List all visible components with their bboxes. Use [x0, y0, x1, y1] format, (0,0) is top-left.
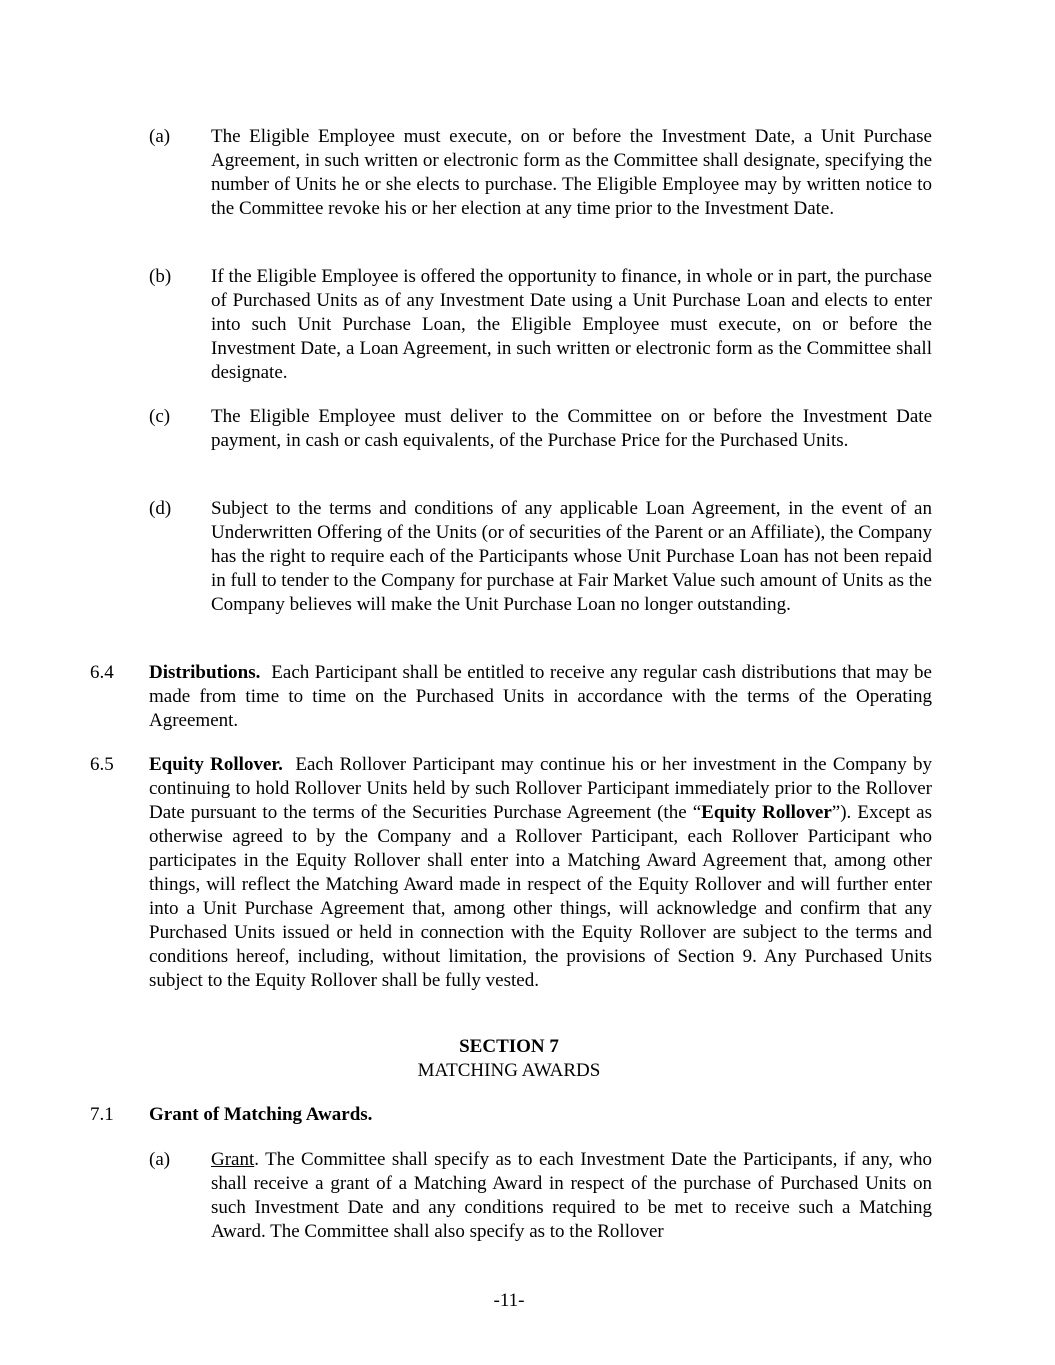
section-7-1-number: 7.1 — [90, 1104, 114, 1125]
section-6-5-number: 6.5 — [90, 754, 114, 775]
item-a-label: (a) — [149, 126, 171, 147]
item-b-text: If the Eligible Employee is offered the opportunity to finance, in whole or in part, the purchase of Purchased Units as of any Investment Date using a Unit Purchase Loan and elects to enter into such Unit Purchase Loan, the Eligible Employee must execute, on or before the Investment Date, a Loan Agreement, in such written or electronic form as the Committee shall designate. — [211, 266, 932, 383]
section-7-1-a-paragraph — [211, 1148, 932, 1244]
item-b-label: (b) — [149, 266, 172, 287]
section-6-4-text: Each Participant shall be entitled to receive any regular cash distributions that may be made from time to time on the Purchased Units in accordance with the terms of the Operating Agreement. — [149, 662, 932, 731]
section-6-4-heading: Distributions. — [149, 662, 261, 683]
section-6-5-text-1: Each Rollover Participant may continue his or her investment in the Company by continuing to hold Rollover Units held by such Rollover Participant immediately prior to the Rollover Date pursuant to the terms of the Securities Purchase Agreement (the “ — [149, 754, 933, 823]
section-6-4-paragraph — [149, 661, 932, 733]
section-7-subtitle: MATCHING AWARDS — [417, 1060, 601, 1081]
section-6-5-heading: Equity Rollover. — [149, 754, 283, 775]
section-6-5-paragraph — [149, 753, 932, 993]
section-6-5-defined-term: Equity Rollover — [701, 802, 832, 823]
section-7-1-heading: Grant of Matching Awards. — [149, 1104, 373, 1125]
section-7-1-a-text: . The Committee shall specify as to each Investment Date the Participants, if any, who shall receive a grant of a Matching Award in respect of the purchase of Purchased Units on such Investment Date and any conditions required to be met to receive such a Matching Award. The Committee shall also specify as to the Rollover — [211, 1149, 932, 1242]
section-7-1-a-label: (a) — [149, 1149, 171, 1170]
section-7-title: SECTION 7 — [459, 1036, 559, 1057]
item-d-text: Subject to the terms and conditions of any applicable Loan Agreement, in the event of an Underwritten Offering of the Units (or of securities of the Parent or an Affiliate), the Company has the right to require each of the Participants whose Unit Purchase Loan has not been repaid in full to tender to the Company for purchase at Fair Market Value such amount of Units as the Company believes will make the Unit Purchase Loan no longer outstanding. — [211, 498, 932, 615]
item-a-text: The Eligible Employee must execute, on or before the Investment Date, a Unit Purchase Agreement, in such written or electronic form as the Committee shall designate, specifying the number of Units he or she elects to purchase. The Eligible Employee may by written notice to the Committee revoke his or her election at any time prior to the Investment Date. — [211, 126, 932, 219]
section-6-4-number: 6.4 — [90, 662, 114, 683]
page-number: -11- — [493, 1290, 525, 1311]
item-c-text: The Eligible Employee must deliver to the Committee on or before the Investment Date payment, in cash or cash equivalents, of the Purchase Price for the Purchased Units. — [211, 406, 932, 451]
section-7-1-a-heading: Grant — [211, 1149, 255, 1170]
section-6-5-text-2: ”). Except as otherwise agreed to by the Company and a Rollover Participant, each Rollover Participant who participates in the Equity Rollover shall enter into a Matching Award Agreement that, among other things, will reflect the Matching Award made in respect of the Equity Rollover and will further enter into a Unit Purchase Agreement that, among other things, will acknowledge and confirm that any Purchased Units issued or held in connection with the Equity Rollover are subject to the terms and conditions hereof, including, without limitation, the provisions of Section 9. Any Purchased Units subject to the Equity Rollover shall be fully vested. — [149, 802, 933, 991]
item-c-label: (c) — [149, 406, 171, 427]
item-d-label: (d) — [149, 498, 172, 519]
